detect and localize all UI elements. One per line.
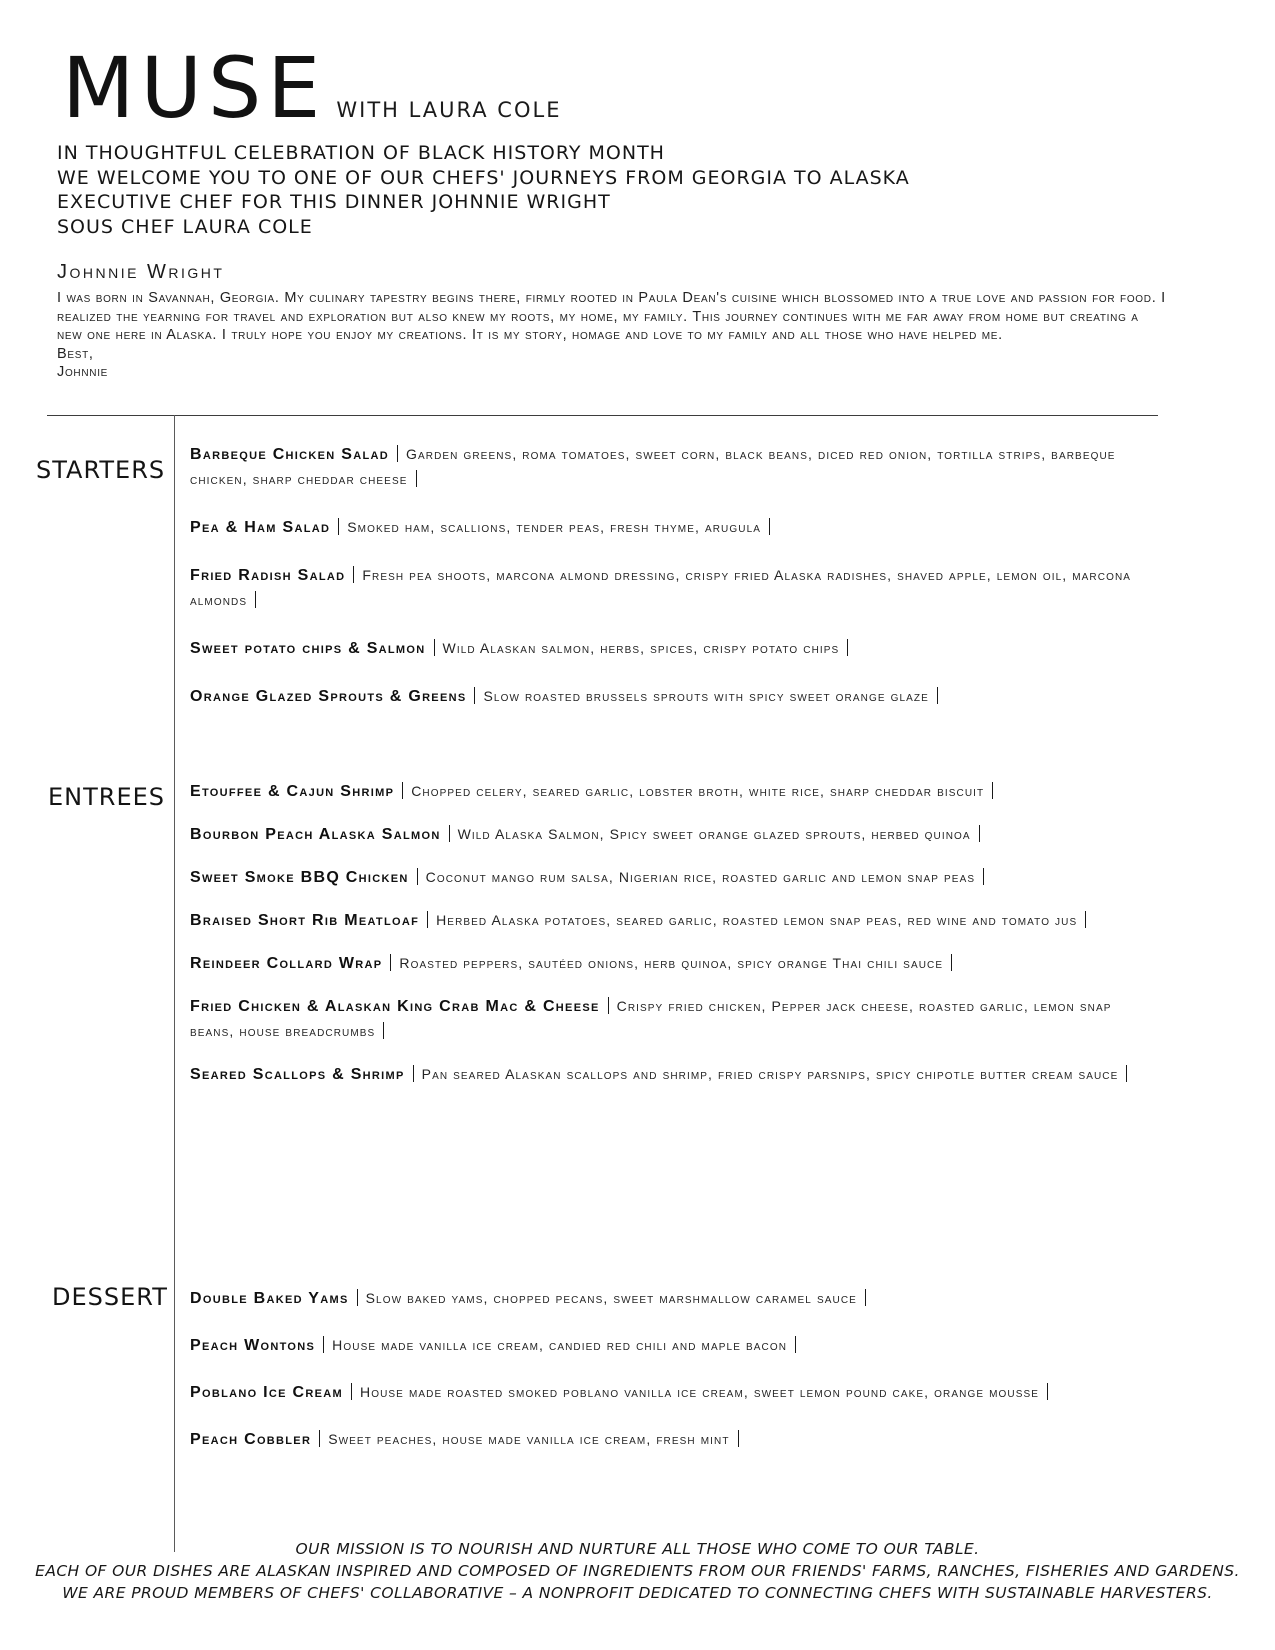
- separator-bar: [865, 1289, 866, 1306]
- separator-bar: [937, 687, 938, 704]
- menu-item: [190, 951, 1160, 976]
- bio-signoff: Best,: [57, 345, 94, 362]
- separator-bar: [402, 782, 403, 799]
- chef-name-heading: Johnnie Wright: [57, 261, 225, 283]
- dish-description: Herbed Alaska potatoes, seared garlic, roasted lemon snap peas, red wine and tomato jus: [436, 912, 1078, 928]
- separator-bar: [323, 1336, 324, 1353]
- footer-line: EACH OF OUR DISHES ARE ALASKAN INSPIRED AND COMPOSED OF INGREDIENTS FROM OUR FRIENDS' FARMS, RANCHES, FISHERIES AND GARDENS.: [35, 1562, 1240, 1580]
- menu-section-starters: [190, 442, 1160, 732]
- menu-item: [190, 1062, 1160, 1087]
- separator-bar: [1126, 1065, 1127, 1082]
- menu-item: [190, 442, 1160, 492]
- dish-name: Poblano Ice Cream: [190, 1384, 343, 1401]
- menu-item: [190, 636, 1160, 661]
- dish-description: Wild Alaska Salmon, Spicy sweet orange glazed sprouts, herbed quinoa: [457, 826, 971, 842]
- separator-bar: [608, 997, 609, 1014]
- dish-name: Reindeer Collard Wrap: [190, 955, 383, 972]
- footer-line: WE ARE PROUD MEMBERS OF CHEFS' COLLABORATIVE – A NONPROFIT DEDICATED TO CONNECTING CHEFS WITH SUSTAINABLE HARVESTERS.: [62, 1584, 1213, 1602]
- dish-name: Double Baked Yams: [190, 1290, 349, 1307]
- chef-bio-paragraph: I was born in Savannah, Georgia. My culinary tapestry begins there, firmly rooted in Paula Dean's cuisine which blossomed into a true love and passion for food. I realized the yearning for travel and exploration but also knew my roots, my home, my family. This journey continues with me far away from home but creating a new one here in Alaska. I truly hope you enjoy my creations. It is my story, homage and love to my family and all those who have helped me.: [57, 290, 1166, 344]
- dish-name: Barbeque Chicken Salad: [190, 446, 389, 463]
- dish-description: Wild Alaskan salmon, herbs, spices, crispy potato chips: [442, 640, 840, 656]
- dish-description: Smoked ham, scallions, tender peas, fresh thyme, arugula: [347, 519, 762, 535]
- separator-bar: [357, 1289, 358, 1306]
- separator-bar: [769, 518, 770, 535]
- separator-bar: [338, 518, 339, 535]
- logo-suffix: WITH LAURA COLE: [336, 98, 562, 122]
- dish-description: Chopped celery, seared garlic, lobster broth, white rice, sharp cheddar biscuit: [411, 783, 985, 799]
- separator-bar: [449, 825, 450, 842]
- separator-bar: [434, 639, 435, 656]
- vertical-divider: [174, 415, 175, 1552]
- separator-bar: [416, 470, 417, 487]
- menu-item: [190, 515, 1160, 540]
- separator-bar: [979, 825, 980, 842]
- menu-item: [190, 994, 1160, 1044]
- dish-description: Garden greens, roma tomatoes, sweet corn, black beans, diced red onion, tortilla strips, barbeque chicken, sharp cheddar cheese: [190, 446, 1116, 487]
- menu-item: [190, 684, 1160, 709]
- section-label-entrees: ENTREES: [48, 783, 166, 811]
- dish-name: Orange Glazed Sprouts & Greens: [190, 688, 467, 705]
- event-tagline: [57, 141, 910, 239]
- tagline-line: SOUS CHEF LAURA COLE: [57, 215, 313, 238]
- dish-name: Fried Chicken & Alaskan King Crab Mac & Cheese: [190, 998, 600, 1015]
- separator-bar: [1085, 911, 1086, 928]
- tagline-line: IN THOUGHTFUL CELEBRATION OF BLACK HISTORY MONTH: [57, 142, 665, 164]
- menu-item: [190, 822, 1160, 847]
- dish-description: Roasted peppers, sautéed onions, herb quinoa, spicy orange Thai chili sauce: [399, 955, 944, 971]
- dish-name: Peach Wontons: [190, 1337, 316, 1354]
- dish-description: Coconut mango rum salsa, Nigerian rice, roasted garlic and lemon snap peas: [425, 869, 976, 885]
- dish-description: Crispy fried chicken, Pepper jack cheese, roasted garlic, lemon snap beans, house breadcrumbs: [190, 998, 1112, 1039]
- menu-item: [190, 1333, 1160, 1358]
- menu-section-dessert: [190, 1286, 1160, 1474]
- footer-line: OUR MISSION IS TO NOURISH AND NURTURE ALL THOSE WHO COME TO OUR TABLE.: [295, 1540, 980, 1558]
- separator-bar: [351, 1383, 352, 1400]
- dish-description: Sweet peaches, house made vanilla ice cream, fresh mint: [328, 1431, 730, 1447]
- restaurant-logo-row: [62, 39, 562, 137]
- dish-name: Seared Scallops & Shrimp: [190, 1066, 405, 1083]
- menu-item: [190, 1427, 1160, 1452]
- dish-name: Peach Cobbler: [190, 1431, 312, 1448]
- chef-bio: [57, 260, 1167, 382]
- tagline-line: WE WELCOME YOU TO ONE OF OUR CHEFS' JOURNEYS FROM GEORGIA TO ALASKA: [57, 166, 910, 189]
- mission-footer: [0, 1538, 1275, 1604]
- horizontal-divider: [47, 415, 1158, 416]
- dish-description: Slow baked yams, chopped pecans, sweet marshmallow caramel sauce: [365, 1290, 857, 1306]
- separator-bar: [474, 687, 475, 704]
- dish-name: Fried Radish Salad: [190, 567, 346, 584]
- menu-item: [190, 865, 1160, 890]
- menu-item: [190, 908, 1160, 933]
- section-label-dessert: DESSERT: [52, 1283, 168, 1311]
- tagline-line: EXECUTIVE CHEF FOR THIS DINNER JOHNNIE WRIGHT: [57, 191, 611, 213]
- separator-bar: [390, 954, 391, 971]
- separator-bar: [795, 1336, 796, 1353]
- dish-description: House made vanilla ice cream, candied red chili and maple bacon: [332, 1337, 788, 1353]
- menu-item: [190, 563, 1160, 613]
- separator-bar: [847, 639, 848, 656]
- dish-description: Pan seared Alaskan scallops and shrimp, fried crispy parsnips, spicy chipotle butter cream sauce: [421, 1066, 1119, 1082]
- dish-name: Sweet potato chips & Salmon: [190, 640, 426, 657]
- separator-bar: [397, 445, 398, 462]
- menu-item: [190, 1286, 1160, 1311]
- separator-bar: [1047, 1383, 1048, 1400]
- menu-section-entrees: [190, 779, 1160, 1105]
- section-label-starters: STARTERS: [36, 456, 166, 484]
- separator-bar: [951, 954, 952, 971]
- separator-bar: [413, 1065, 414, 1082]
- separator-bar: [319, 1430, 320, 1447]
- dish-description: House made roasted smoked poblano vanilla ice cream, sweet lemon pound cake, orange mousse: [360, 1384, 1040, 1400]
- separator-bar: [383, 1022, 384, 1039]
- separator-bar: [417, 868, 418, 885]
- dish-name: Etouffee & Cajun Shrimp: [190, 783, 395, 800]
- dish-name: Braised Short Rib Meatloaf: [190, 912, 420, 929]
- restaurant-logo: MUSE: [62, 39, 327, 137]
- separator-bar: [738, 1430, 739, 1447]
- dish-name: Pea & Ham Salad: [190, 519, 331, 536]
- separator-bar: [255, 591, 256, 608]
- dish-name: Sweet Smoke BBQ Chicken: [190, 869, 409, 886]
- dish-name: Bourbon Peach Alaska Salmon: [190, 826, 441, 843]
- separator-bar: [983, 868, 984, 885]
- separator-bar: [992, 782, 993, 799]
- menu-item: [190, 779, 1160, 804]
- bio-signature: Johnnie: [57, 364, 109, 381]
- dish-description: Fresh pea shoots, marcona almond dressing, crispy fried Alaska radishes, shaved apple, lemon oil, marcona almonds: [190, 567, 1132, 608]
- chef-bio-text: [57, 289, 1167, 382]
- menu-item: [190, 1380, 1160, 1405]
- separator-bar: [353, 566, 354, 583]
- separator-bar: [427, 911, 428, 928]
- dish-description: Slow roasted brussels sprouts with spicy sweet orange glaze: [483, 688, 929, 704]
